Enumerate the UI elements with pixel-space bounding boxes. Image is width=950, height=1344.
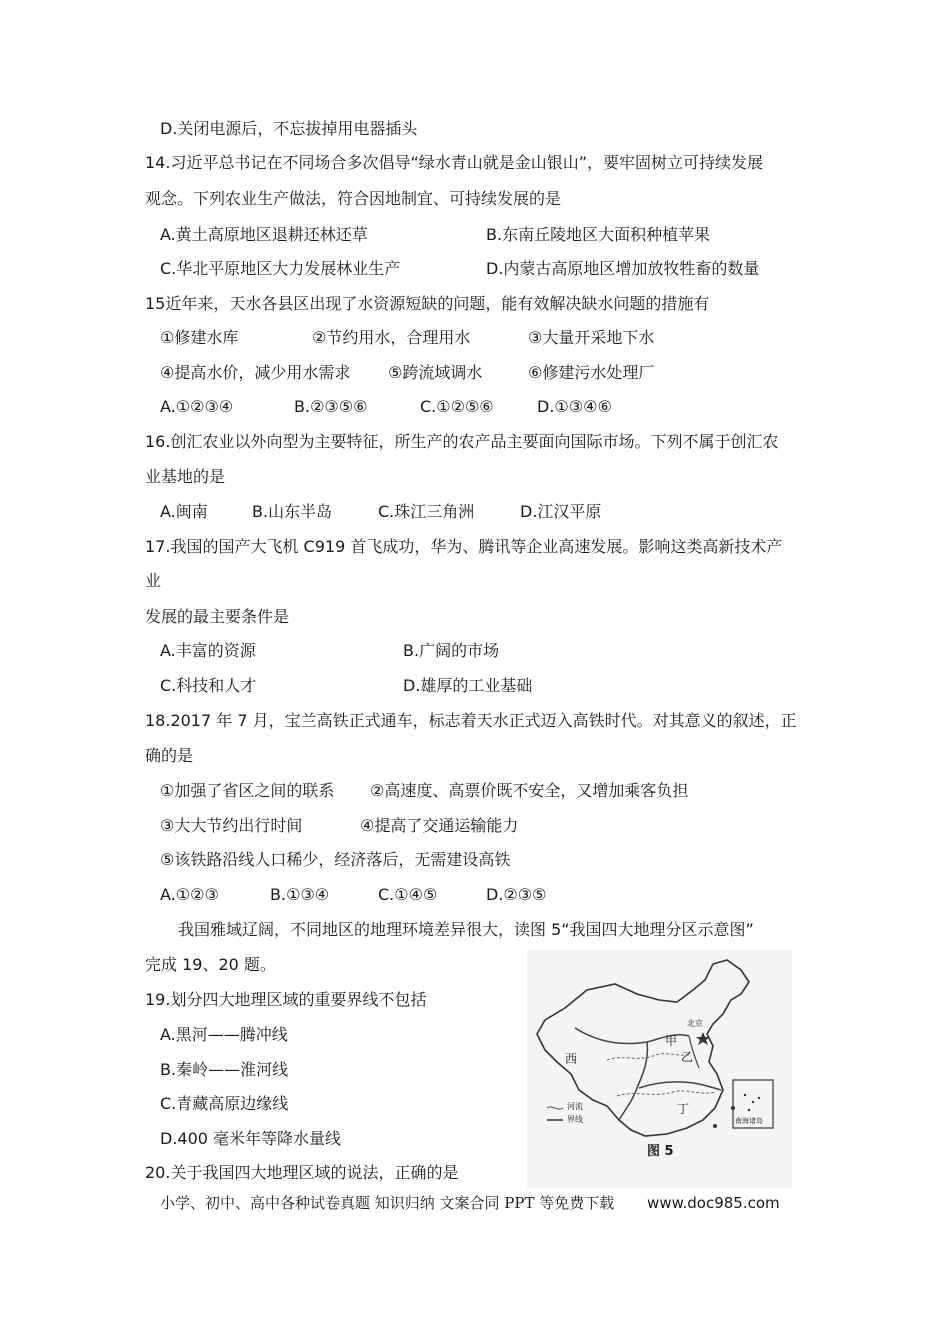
question-16-option-d: D.江汉平原 bbox=[520, 502, 602, 521]
question-14-option-d: D.内蒙古高原地区增加放牧牲畜的数量 bbox=[486, 259, 760, 278]
question-16-stem-cont: 业基地的是 bbox=[145, 467, 226, 486]
china-region-map bbox=[527, 950, 792, 1188]
island-mark bbox=[713, 1124, 717, 1128]
inset-island-mark bbox=[744, 1094, 746, 1096]
question-17-option-a: A.丰富的资源 bbox=[160, 641, 256, 660]
question-19-stem: 19.划分四大地理区域的重要界线不包括 bbox=[145, 990, 427, 1009]
question-18-option-c: C.①④⑤ bbox=[378, 885, 438, 904]
footer-text: 小学、初中、高中各种试卷真题 知识归纳 文案合同 PPT 等免费下载 bbox=[160, 1194, 615, 1212]
question-14-stem-cont: 观念。下列农业生产做法，符合因地制宜、可持续发展的是 bbox=[145, 189, 562, 208]
question-18-item-3: ③大大节约出行时间 bbox=[160, 816, 303, 835]
page-footer bbox=[160, 1192, 780, 1213]
map-label-beijing: 北京 bbox=[687, 1019, 703, 1028]
question-17-stem: 17.我国的国产大飞机 C919 首飞成功，华为、腾讯等企业高速发展。影响这类高新技术产 bbox=[145, 537, 783, 556]
question-19-option-a: A.黑河——腾冲线 bbox=[160, 1025, 288, 1044]
question-15-item-1: ①修建水库 bbox=[160, 328, 239, 347]
footer-url[interactable]: www.doc985.com bbox=[647, 1194, 780, 1212]
region-border-line bbox=[639, 1082, 721, 1090]
question-15-option-b: B.②③⑤⑥ bbox=[294, 397, 368, 416]
question-15-option-c: C.①②⑤⑥ bbox=[420, 397, 494, 416]
question-17-stem-cont: 业 bbox=[145, 571, 162, 590]
question-16-option-b: B.山东半岛 bbox=[252, 502, 333, 521]
question-19-option-d: D.400 毫米年等降水量线 bbox=[160, 1129, 342, 1148]
question-15-item-6: ⑥修建污水处理厂 bbox=[528, 363, 655, 382]
inset-island-mark bbox=[758, 1097, 760, 1099]
map-label-ding: 丁 bbox=[677, 1102, 690, 1116]
question-15-option-d: D.①③④⑥ bbox=[537, 397, 612, 416]
question-16-stem: 16.创汇农业以外向型为主要特征，所生产的农产品主要面向国际市场。下列不属于创汇农 bbox=[145, 432, 779, 451]
question-16-option-a: A.闽南 bbox=[160, 502, 208, 521]
question-13-option-d: D.关闭电源后，不忘拔掉用电器插头 bbox=[160, 119, 418, 138]
question-14-option-c: C.华北平原地区大力发展林业生产 bbox=[160, 259, 401, 278]
question-18-item-2: ②高速度、高票价既不安全，又增加乘客负担 bbox=[370, 781, 689, 800]
legend-border-label: 界线 bbox=[567, 1115, 583, 1124]
question-17-option-b: B.广阔的市场 bbox=[403, 641, 500, 660]
map-label-jia: 甲 bbox=[665, 1034, 678, 1048]
question-14-option-b: B.东南丘陵地区大面积种植苹果 bbox=[486, 225, 711, 244]
question-18-stem: 18.2017 年 7 月，宝兰高铁正式通车，标志着天水正式迈入高铁时代。对其意义的叙述，正 bbox=[145, 711, 797, 730]
legend-river-symbol bbox=[547, 1107, 563, 1109]
question-17-stem-cont2: 发展的最主要条件是 bbox=[145, 607, 290, 626]
map-label-xi: 西 bbox=[565, 1052, 578, 1066]
river-line bbox=[617, 1091, 715, 1096]
question-15-item-2: ②节约用水，合理用水 bbox=[312, 328, 471, 347]
question-18-stem-cont: 确的是 bbox=[145, 746, 194, 765]
question-15-item-5: ⑤跨流域调水 bbox=[388, 363, 483, 382]
figure-intro: 我国雅域辽阔，不同地区的地理环境差异很大，读图 5“我国四大地理分区示意图” bbox=[178, 920, 754, 939]
question-19-option-b: B.秦岭——淮河线 bbox=[160, 1060, 289, 1079]
question-15-stem: 15近年来，天水各县区出现了水资源短缺的问题，能有效解决缺水问题的措施有 bbox=[145, 294, 710, 313]
question-18-item-4: ④提高了交通运输能力 bbox=[360, 816, 519, 835]
question-19-option-c: C.青藏高原边缘线 bbox=[160, 1094, 289, 1113]
question-14-stem: 14.习近平总书记在不同场合多次倡导“绿水青山就是金山银山”，要牢固树立可持续发展 bbox=[145, 153, 764, 172]
river-line bbox=[607, 1054, 691, 1060]
question-14-option-a: A.黄土高原地区退耕还林还草 bbox=[160, 225, 368, 244]
figure-intro-cont: 完成 19、20 题。 bbox=[145, 955, 276, 974]
map-label-yi: 乙 bbox=[681, 1050, 694, 1064]
inset-island-mark bbox=[748, 1109, 750, 1111]
region-border-line bbox=[619, 1042, 647, 1120]
figure-caption: 图 5 bbox=[647, 1144, 674, 1159]
question-17-option-d: D.雄厚的工业基础 bbox=[403, 676, 533, 695]
question-15-item-4: ④提高水价，减少用水需求 bbox=[160, 363, 351, 382]
question-18-item-1: ①加强了省区之间的联系 bbox=[160, 781, 335, 800]
question-15-item-3: ③大量开采地下水 bbox=[528, 328, 655, 347]
question-18-option-a: A.①②③ bbox=[160, 885, 219, 904]
inset-label: 南海诸岛 bbox=[735, 1117, 763, 1125]
question-18-item-5: ⑤该铁路沿线人口稀少，经济落后，无需建设高铁 bbox=[160, 850, 511, 869]
question-20-stem: 20.关于我国四大地理区域的说法，正确的是 bbox=[145, 1163, 459, 1182]
question-15-option-a: A.①②③④ bbox=[160, 397, 234, 416]
question-16-option-c: C.珠江三角洲 bbox=[378, 502, 475, 521]
question-17-option-c: C.科技和人才 bbox=[160, 676, 257, 695]
inset-island-mark bbox=[752, 1101, 754, 1103]
legend-river-label: 河流 bbox=[567, 1102, 583, 1111]
question-18-option-b: B.①③④ bbox=[270, 885, 330, 904]
question-18-option-d: D.②③⑤ bbox=[486, 885, 547, 904]
